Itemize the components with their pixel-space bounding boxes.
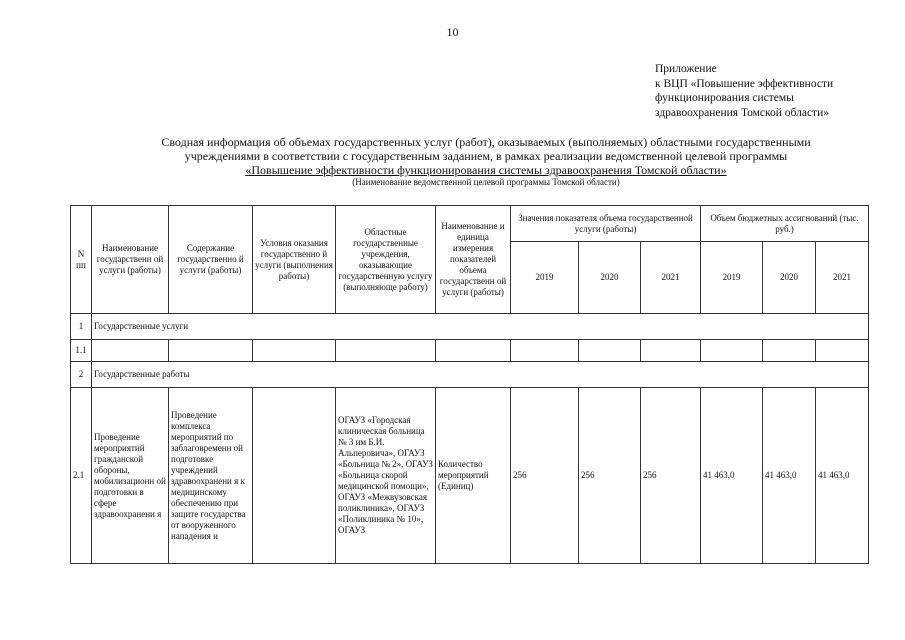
header-budget-year: 2020 (763, 242, 816, 314)
table-cell (701, 340, 763, 362)
appendix-note (655, 62, 895, 120)
service-content-cell: Проведение комплекса мероприятий по заблаговременн ой подготовке учреждений здравоохранени я к медицинскому обеспечению при защите государства от вооруженного нападения и (169, 388, 253, 564)
header-volume-year: 2020 (579, 242, 641, 314)
table-cell (816, 340, 869, 362)
program-caption: (Наименование ведомственной целевой программы Томской области) (352, 177, 620, 187)
volume-value: 256 (579, 388, 641, 564)
section-label: Государственные работы (92, 362, 869, 388)
table-cell (92, 340, 169, 362)
appendix-line-3: функционирования системы (655, 92, 794, 104)
header-volume-year: 2019 (511, 242, 579, 314)
table-row (71, 388, 869, 564)
program-name: «Повышение эффективности функционирования системы здравоохранения Томской области» (245, 163, 727, 177)
document-title (60, 135, 905, 188)
unit-cell: Количество мероприятий (Единиц) (436, 388, 511, 564)
conditions-cell (253, 388, 336, 564)
row-num: 1 (71, 314, 92, 340)
page-number: 10 (446, 25, 459, 39)
table-cell (641, 340, 701, 362)
service-name-cell: Проведение мероприятий гражданской обороны, мобилизационн ой подготовки в сфере здравоохранени я (92, 388, 169, 564)
table-cell (763, 340, 816, 362)
appendix-line-1: Приложение (655, 63, 717, 75)
header-budget-year: 2021 (816, 242, 869, 314)
table-row (71, 340, 869, 362)
services-table (70, 205, 869, 564)
header-num: N пп (71, 206, 92, 314)
table-cell (436, 340, 511, 362)
table-row (71, 362, 869, 388)
institutions-cell: ОГАУЗ «Городская клиническая больница № 3 им Б.И. Альперовича», ОГАУЗ «Больница № 2», ОГАУЗ «Больница скорой медицинской помощи», ОГАУЗ «Межвузовская поликлиника», ОГАУЗ «Поликлиника № 10», ОГАУЗ (336, 388, 436, 564)
budget-value: 41 463,0 (763, 388, 816, 564)
title-line-1: Сводная информация об объемах государственных услуг (работ), оказываемых (выполняемых) областными государственными (161, 135, 811, 149)
appendix-line-2: к ВЦП «Повышение эффективности (655, 77, 834, 90)
table-cell (253, 340, 336, 362)
section-label: Государственные услуги (92, 314, 869, 340)
row-num: 2.1 (71, 388, 92, 564)
table-cell (511, 340, 579, 362)
title-line-2: учреждениями в соответствии с государственным заданием, в рамках реализации ведомственной целевой программы (184, 149, 788, 163)
table-cell (579, 340, 641, 362)
row-num: 1.1 (71, 340, 92, 362)
appendix-line-4: здравоохранения Томской области» (655, 106, 829, 119)
header-unit: Наименование и единица измерения показателей объема государственн ой услуги (работы) (436, 206, 511, 314)
budget-value: 41 463,0 (701, 388, 763, 564)
header-budget-group: Объем бюджетных ассигнований (тыс. руб.) (701, 206, 869, 242)
header-service-content: Содержание государственно й услуги (работы) (169, 206, 253, 314)
budget-value: 41 463,0 (816, 388, 869, 564)
header-service-name: Наименование государственн ой услуги (работы) (92, 206, 169, 314)
table-cell (336, 340, 436, 362)
header-volume-group: Значения показателя объема государственной услуги (работы) (511, 206, 701, 242)
volume-value: 256 (511, 388, 579, 564)
header-budget-year: 2019 (701, 242, 763, 314)
volume-value: 256 (641, 388, 701, 564)
table-row (71, 314, 869, 340)
header-conditions: Условия оказания государственно й услуги (выполнения работы) (253, 206, 336, 314)
table-cell (169, 340, 253, 362)
header-institutions: Областные государственные учреждения, оказывающие государственную услугу (выполняюще работу) (336, 206, 436, 314)
row-num: 2 (71, 362, 92, 388)
header-volume-year: 2021 (641, 242, 701, 314)
